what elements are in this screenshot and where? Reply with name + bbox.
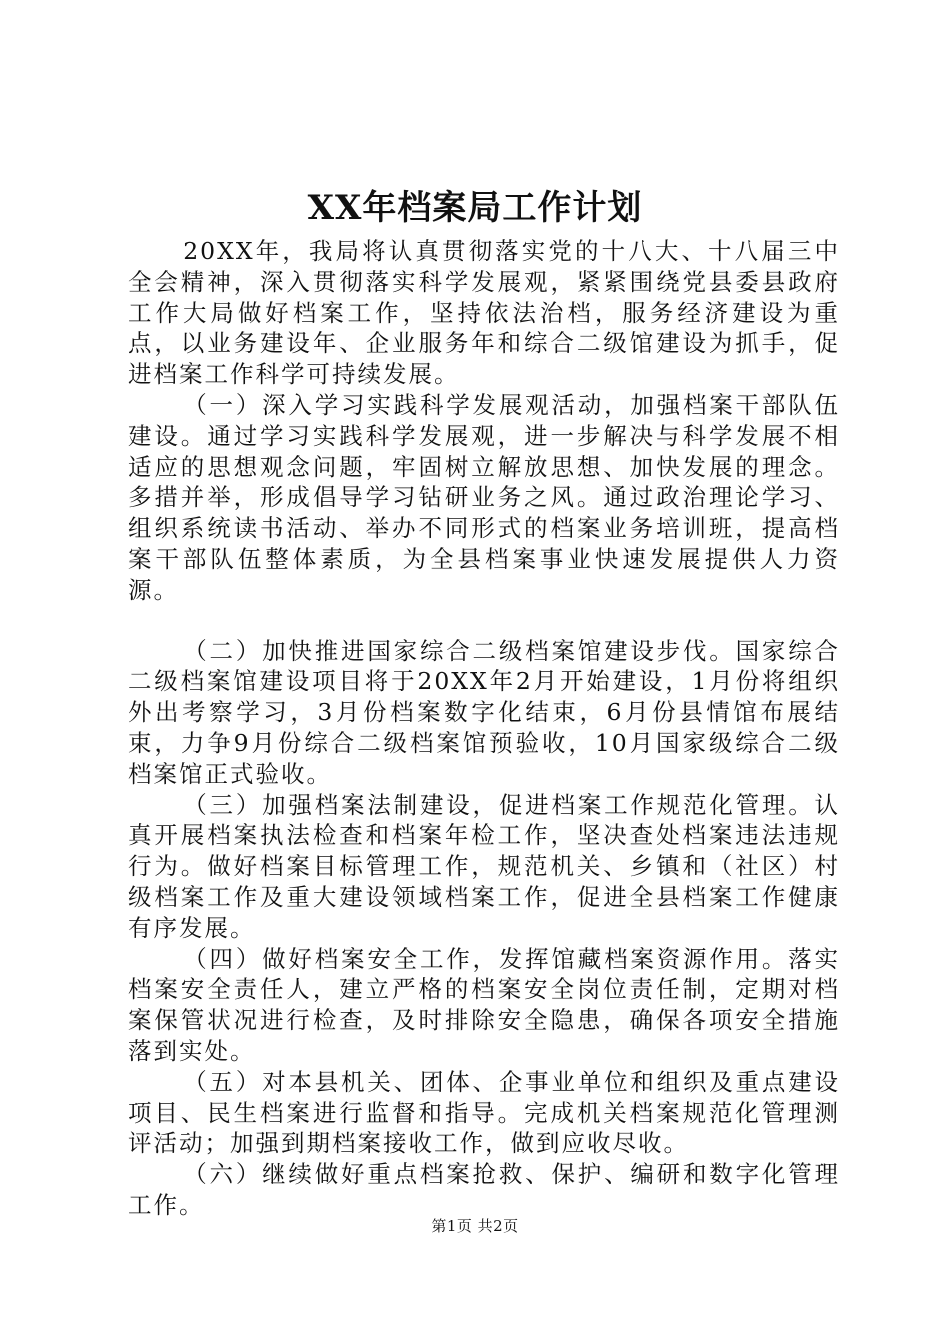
paragraph-section-2: （二）加快推进国家综合二级档案馆建设步伐。国家综合二级档案馆建设项目将于20XX年2月开始建设，1月份将组织外出考察学习，3月份档案数字化结束，6月份县情馆布展结束，力争9月份综合二级档案馆预验收，10月国家级综合二级档案馆正式验收。	[128, 636, 840, 788]
paragraph-section-6: （六）继续做好重点档案抢救、保护、编研和数字化管理工作。	[128, 1160, 840, 1219]
paragraph-section-3: （三）加强档案法制建设，促进档案工作规范化管理。认真开展档案执法检查和档案年检工作，坚决查处档案违法违规行为。做好档案目标管理工作，规范机关、乡镇和（社区）村级档案工作及重大建设领域档案工作，促进全县档案工作健康有序发展。	[128, 790, 840, 942]
paragraph-section-5: （五）对本县机关、团体、企事业单位和组织及重点建设项目、民生档案进行监督和指导。完成机关档案规范化管理测评活动；加强到期档案接收工作，做到应收尽收。	[128, 1067, 840, 1158]
paragraph-section-4: （四）做好档案安全工作，发挥馆藏档案资源作用。落实档案安全责任人，建立严格的档案安全岗位责任制，定期对档案保管状况进行检查，及时排除安全隐患，确保各项安全措施落到实处。	[128, 944, 840, 1065]
page-number-footer: 第1页 共2页	[431, 1217, 519, 1235]
document-body	[128, 236, 840, 1221]
paragraph-section-1: （一）深入学习实践科学发展观活动，加强档案干部队伍建设。通过学习实践科学发展观，进一步解决与科学发展不相适应的思想观念问题，牢固树立解放思想、加快发展的理念。多措并举，形成倡导学习钻研业务之风。通过政治理论学习、组织系统读书活动、举办不同形式的档案业务培训班，提高档案干部队伍整体素质，为全县档案事业快速发展提供人力资源。	[128, 390, 840, 604]
paragraph-intro: 20XX年，我局将认真贯彻落实党的十八大、十八届三中全会精神，深入贯彻落实科学发展观，紧紧围绕党县委县政府工作大局做好档案工作，坚持依法治档，服务经济建设为重点，以业务建设年、企业服务年和综合二级馆建设为抓手，促进档案工作科学可持续发展。	[128, 237, 840, 389]
document-title: XX年档案局工作计划	[307, 188, 643, 228]
